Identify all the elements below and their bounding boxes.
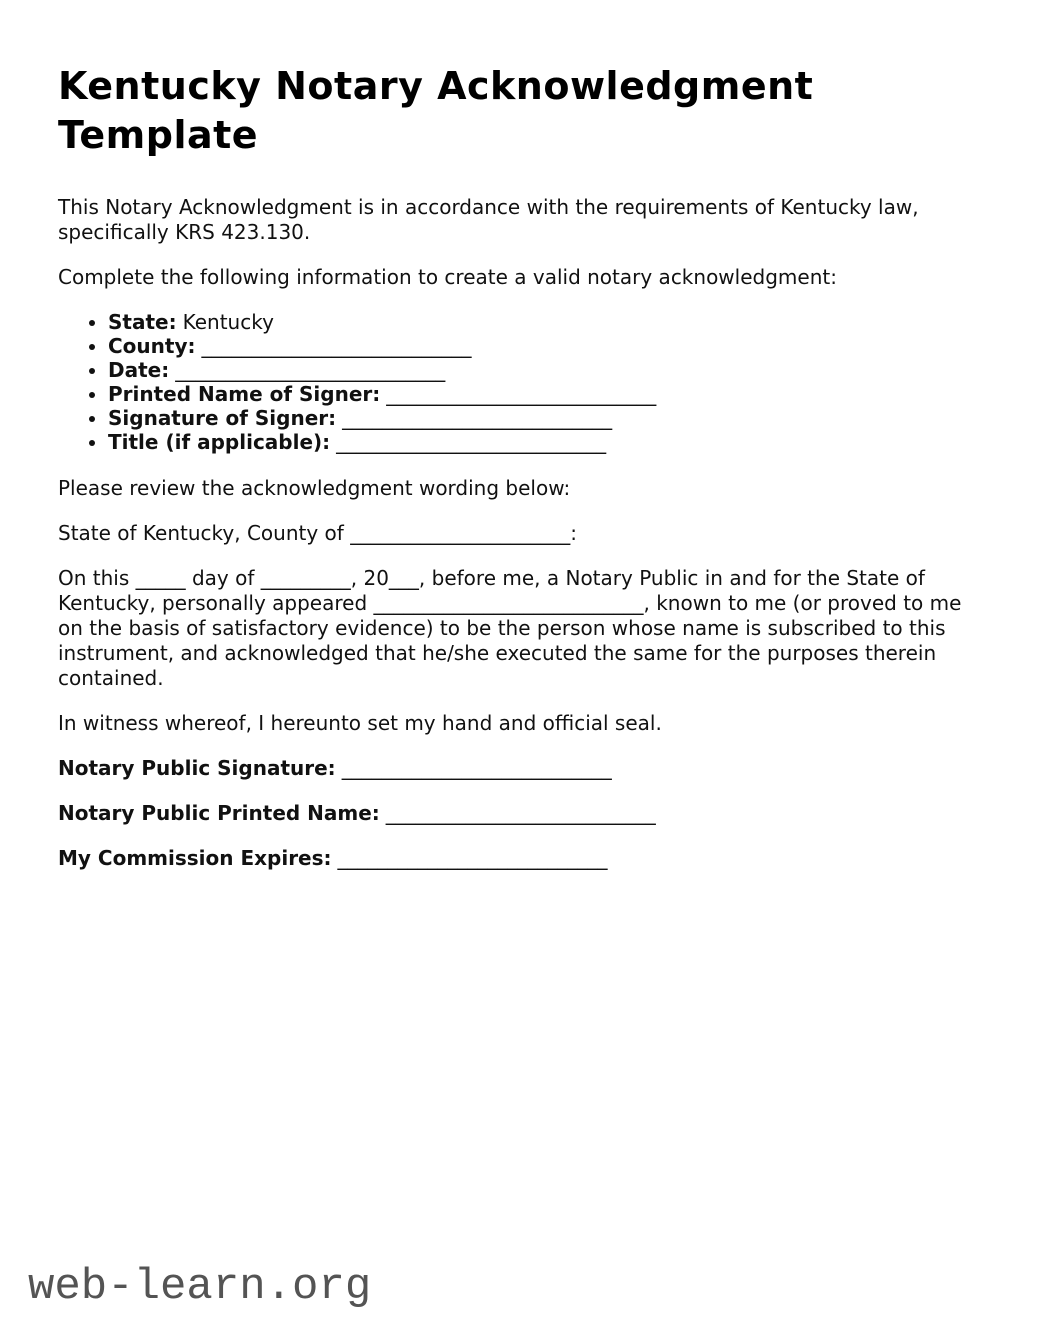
- field-item-county: [108, 334, 979, 358]
- acknowledgment-line-1: On this _____ day of _________, 20___, before me, a Notary Public in and for the State of: [58, 565, 925, 590]
- acknowledgment-line-3: on the basis of satisfactory evidence) to be the person whose name is subscribed to this: [58, 615, 946, 640]
- field-blank-printed-name: ___________________________: [386, 381, 657, 406]
- field-blank-county: ___________________________: [201, 333, 472, 358]
- commission-expires-line: [58, 846, 979, 871]
- intro-line-1: This Notary Acknowledgment is in accordance with the requirements of Kentucky law,: [58, 194, 919, 219]
- field-label-signature: Signature of Signer:: [108, 405, 337, 430]
- intro-line-2: specifically KRS 423.130.: [58, 219, 311, 244]
- review-prompt-paragraph: Please review the acknowledgment wording below:: [58, 475, 571, 500]
- field-blank-signature: ___________________________: [342, 405, 613, 430]
- field-item-signature: [108, 406, 979, 430]
- field-item-state: [108, 310, 979, 334]
- notary-signature-blank: ___________________________: [341, 755, 612, 780]
- notary-printed-name-line: [58, 801, 979, 826]
- field-blank-date: ___________________________: [175, 357, 446, 382]
- notary-printed-name-blank: ___________________________: [385, 800, 656, 825]
- commission-expires-label: My Commission Expires:: [58, 845, 332, 870]
- field-value-state: Kentucky: [182, 309, 274, 334]
- field-item-title: [108, 430, 979, 454]
- acknowledgment-paragraph: [58, 566, 979, 691]
- intro-paragraph: [58, 195, 979, 245]
- field-blank-title: ___________________________: [336, 429, 607, 454]
- watermark-text: web-learn.org: [28, 1262, 372, 1312]
- notary-signature-line: [58, 756, 979, 781]
- acknowledgment-line-2: Kentucky, personally appeared ___________________________, known to me (or proved to me: [58, 590, 962, 615]
- instruction-paragraph: Complete the following information to create a valid notary acknowledgment:: [58, 264, 837, 289]
- notary-printed-name-label: Notary Public Printed Name:: [58, 800, 380, 825]
- field-label-state: State:: [108, 309, 177, 334]
- field-item-printed-name: [108, 382, 979, 406]
- field-item-date: [108, 358, 979, 382]
- venue-line: State of Kentucky, County of ______________________:: [58, 520, 577, 545]
- commission-expires-blank: ___________________________: [337, 845, 608, 870]
- field-label-printed-name: Printed Name of Signer:: [108, 381, 381, 406]
- acknowledgment-line-5: contained.: [58, 665, 164, 690]
- notary-signature-label: Notary Public Signature:: [58, 755, 336, 780]
- field-label-title: Title (if applicable):: [108, 429, 331, 454]
- field-label-county: County:: [108, 333, 196, 358]
- acknowledgment-line-4: instrument, and acknowledged that he/she executed the same for the purposes therein: [58, 640, 937, 665]
- field-list: [58, 310, 979, 454]
- witness-paragraph: In witness whereof, I hereunto set my hand and official seal.: [58, 710, 662, 735]
- page-title: Kentucky Notary Acknowledgment Template: [58, 64, 814, 158]
- field-label-date: Date:: [108, 357, 170, 382]
